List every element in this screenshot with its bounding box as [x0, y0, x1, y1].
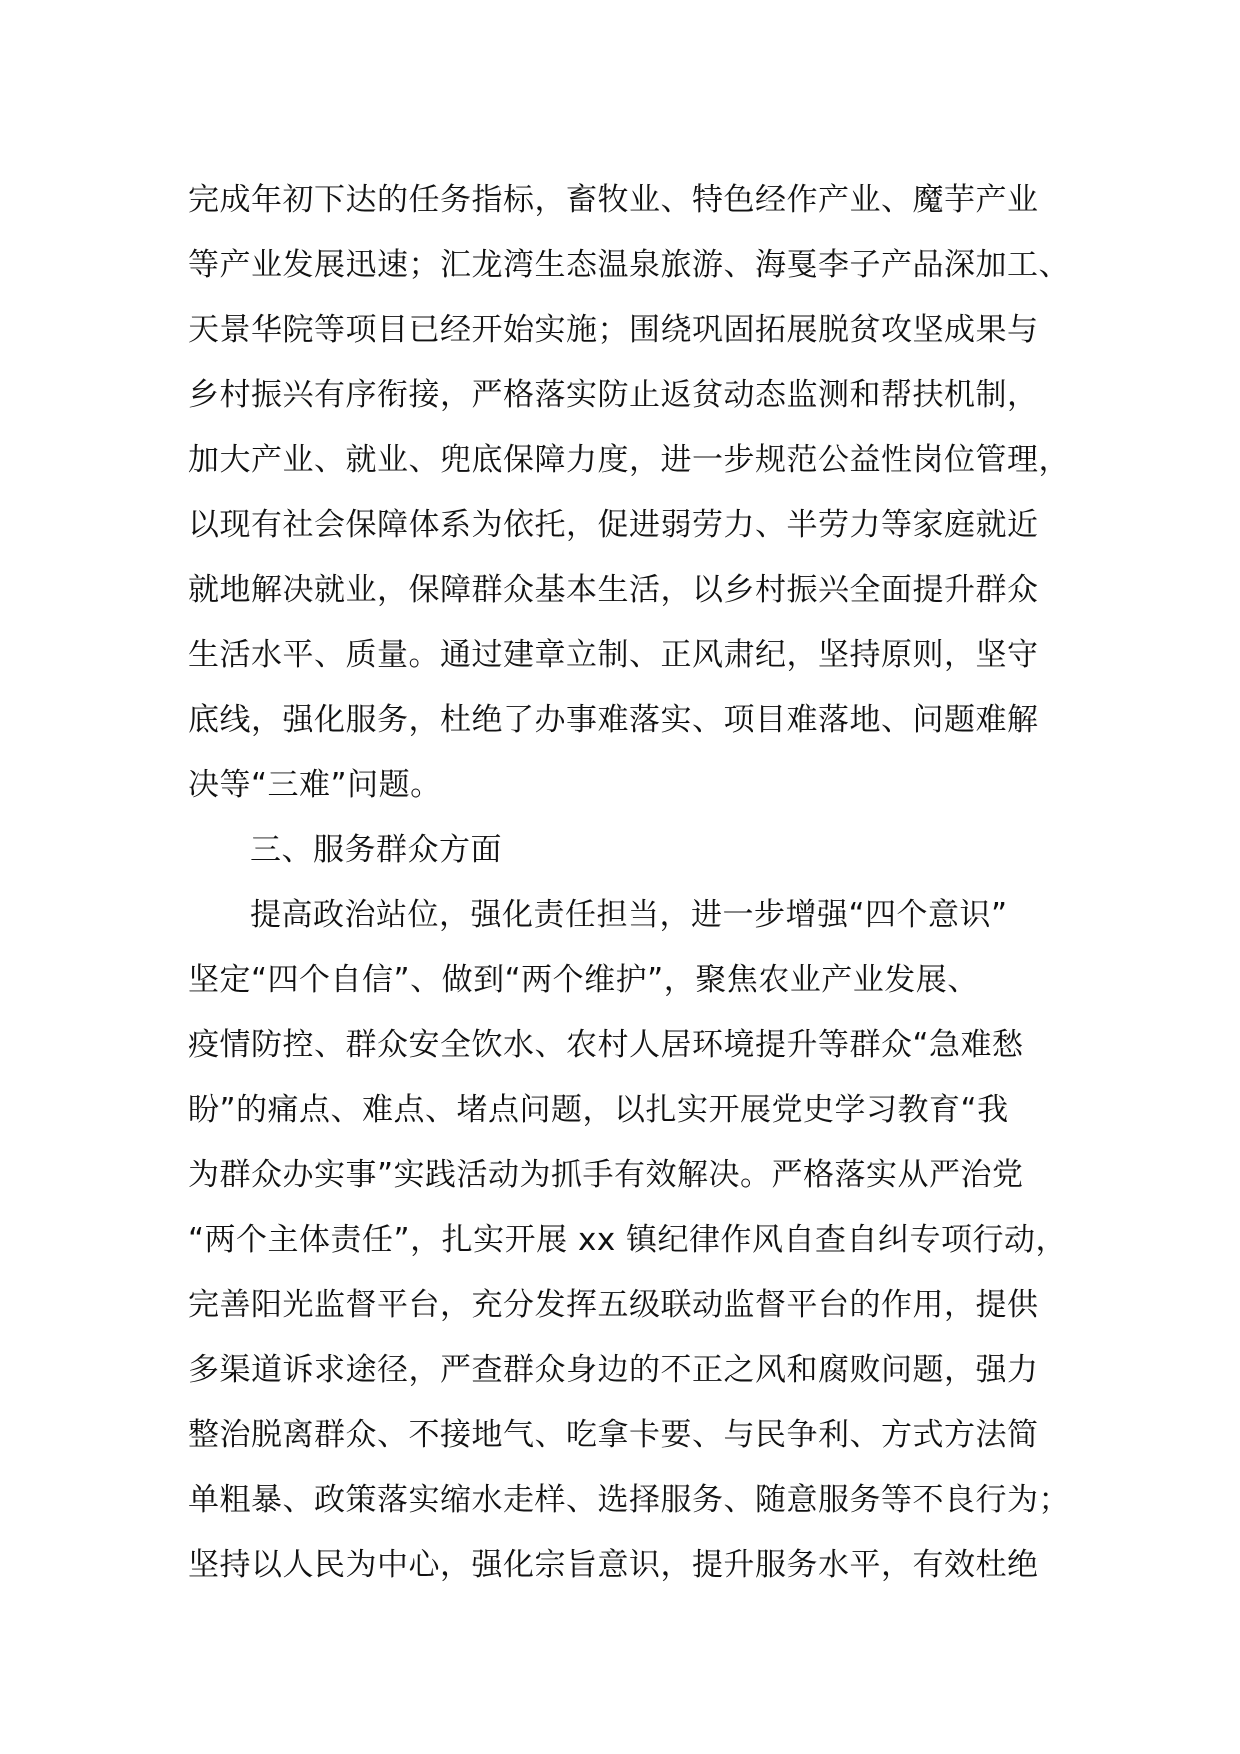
paragraph-line: 乡村振兴有序衔接，严格落实防止返贫动态监测和帮扶机制，: [188, 377, 1039, 413]
section-heading: 三、服务群众方面: [250, 832, 502, 868]
paragraph-line: 坚持以人民为中心，强化宗旨意识，提升服务水平，有效杜绝: [188, 1547, 1039, 1583]
paragraph-line: 为群众办实事”实践活动为抓手有效解决。严格落实从严治党: [188, 1157, 1024, 1193]
paragraph-line: 多渠道诉求途径，严查群众身边的不正之风和腐败问题，强力: [188, 1352, 1039, 1388]
paragraph-line: 天景华院等项目已经开始实施；围绕巩固拓展脱贫攻坚成果与: [188, 312, 1039, 348]
paragraph-line: 单粗暴、政策落实缩水走样、选择服务、随意服务等不良行为；: [188, 1482, 1070, 1518]
paragraph-line: 决等“三难”问题。: [188, 767, 442, 803]
paragraph-line: 就地解决就业，保障群众基本生活，以乡村振兴全面提升群众: [188, 572, 1039, 608]
paragraph-line: 加大产业、就业、兜底保障力度，进一步规范公益性岗位管理，: [188, 442, 1070, 478]
paragraph-line: 以现有社会保障体系为依托，促进弱劳力、半劳力等家庭就近: [188, 507, 1039, 543]
paragraph-line: 完善阳光监督平台，充分发挥五级联动监督平台的作用，提供: [188, 1287, 1039, 1323]
paragraph-line: 疫情防控、群众安全饮水、农村人居环境提升等群众“急难愁: [188, 1027, 1024, 1063]
paragraph-line: 坚定“四个自信”、做到“两个维护”，聚焦农业产业发展、: [188, 962, 979, 998]
paragraph-line: 生活水平、质量。通过建章立制、正风肃纪，坚持原则，坚守: [188, 637, 1039, 673]
paragraph-line: “两个主体责任”，扎实开展 xx 镇纪律作风自查自纠专项行动，: [188, 1222, 1068, 1258]
paragraph-line: 整治脱离群众、不接地气、吃拿卡要、与民争利、方式方法简: [188, 1417, 1039, 1453]
paragraph-line: 完成年初下达的任务指标，畜牧业、特色经作产业、魔芋产业: [188, 182, 1039, 218]
document-body: [188, 168, 1088, 1598]
paragraph-line: 等产业发展迅速；汇龙湾生态温泉旅游、海戛李子产品深加工、: [188, 247, 1070, 283]
paragraph-line: 提高政治站位，强化责任担当，进一步增强“四个意识”: [250, 897, 1008, 933]
paragraph-line: 盼”的痛点、难点、堵点问题，以扎实开展党史学习教育“我: [188, 1092, 1009, 1128]
paragraph-line: 底线，强化服务，杜绝了办事难落实、项目难落地、问题难解: [188, 702, 1039, 738]
